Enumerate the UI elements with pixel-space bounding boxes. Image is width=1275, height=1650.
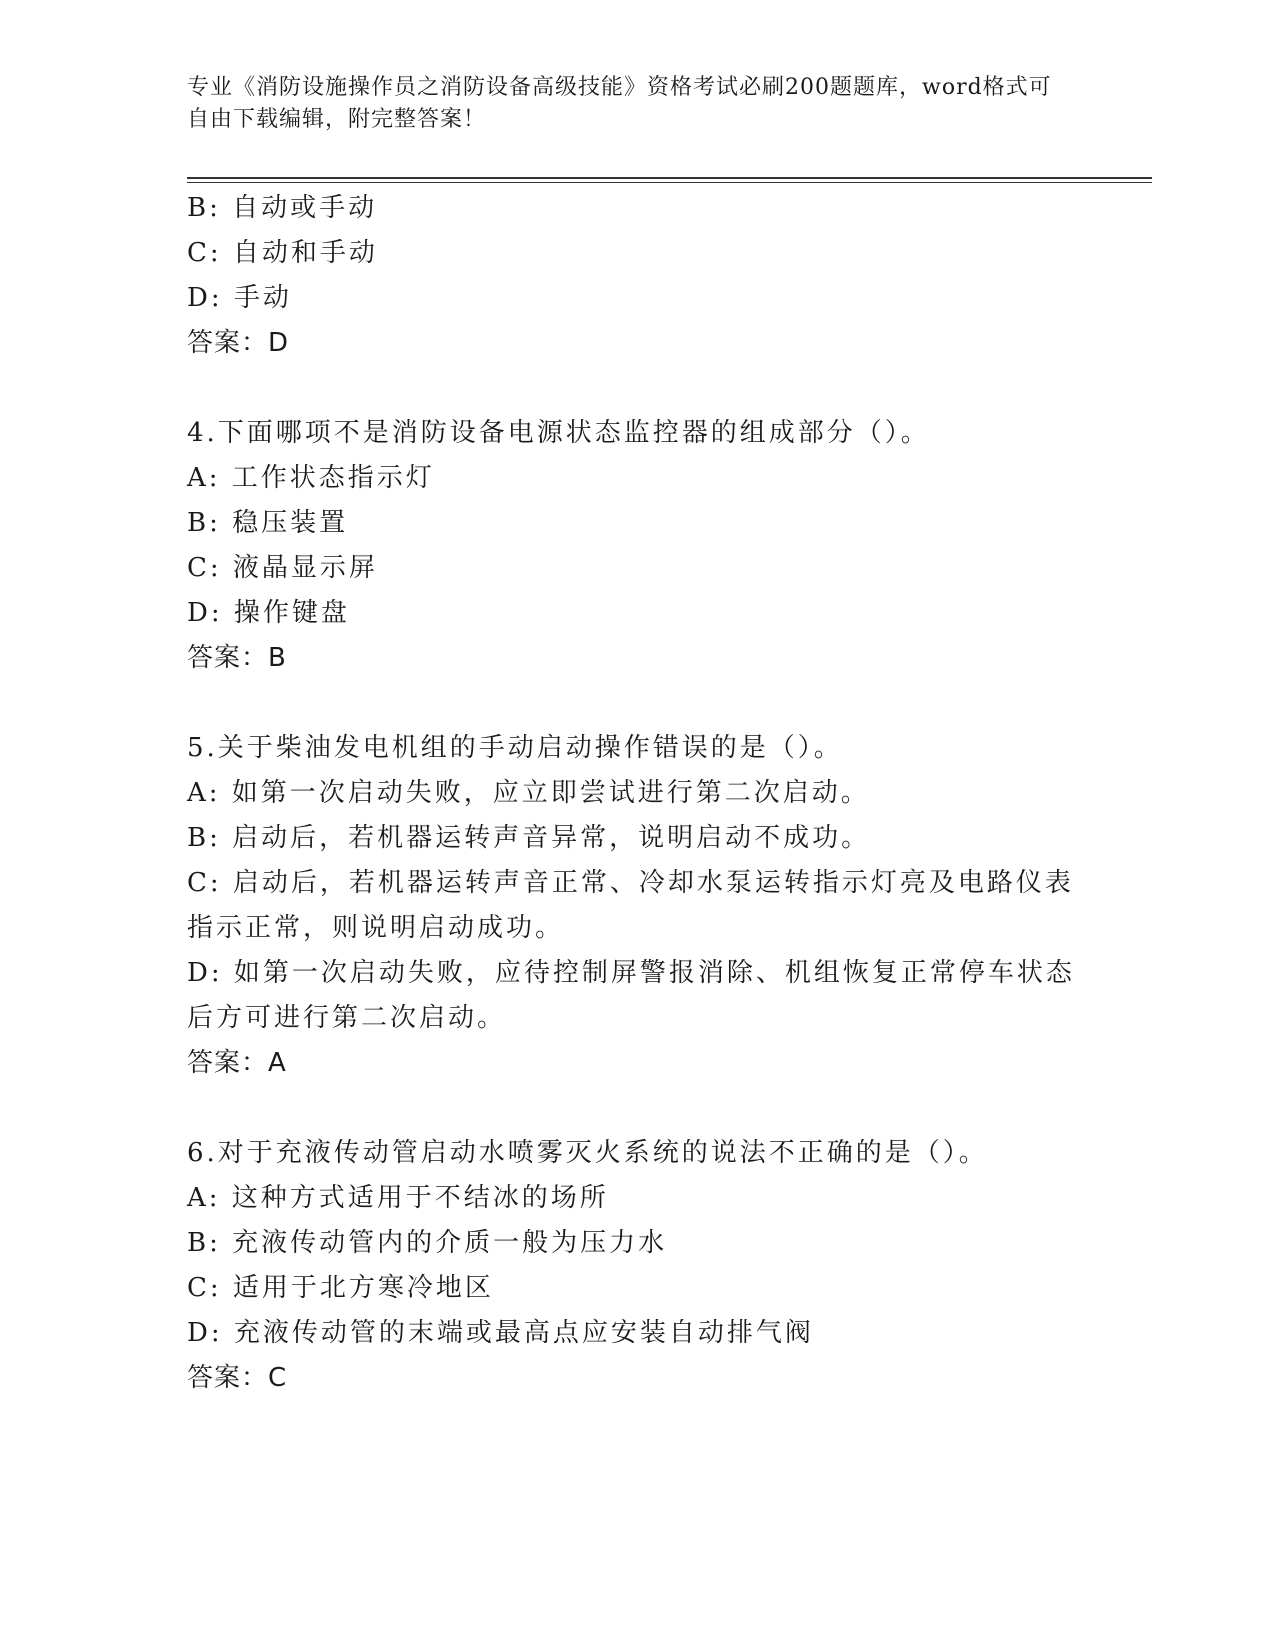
option-c: C: 自动和手动 (187, 238, 378, 268)
spacer (187, 1086, 1087, 1131)
question-text: 5.关于柴油发电机组的手动启动操作错误的是（）。 (187, 733, 843, 763)
option-c: C: 适用于北方寒冷地区 (187, 1273, 494, 1303)
answer: 答案：C (187, 1363, 288, 1393)
spacer (187, 366, 1087, 411)
answer: 答案：B (187, 643, 287, 673)
option-d: D: 如第一次启动失败，应待控制屏警报消除、机组恢复正常停车状态后方可进行第二次启动。 (187, 958, 1075, 1033)
question-3 (187, 186, 1087, 366)
option-a: A: 如第一次启动失败，应立即尝试进行第二次启动。 (187, 778, 870, 808)
option-c: C: 启动后，若机器运转声音正常、冷却水泵运转指示灯亮及电路仪表指示正常，则说明启动成功。 (187, 868, 1074, 943)
header-divider-thin (187, 182, 1152, 183)
option-a: A: 这种方式适用于不结冰的场所 (187, 1183, 609, 1213)
answer: 答案：A (187, 1048, 287, 1078)
option-d: D: 操作键盘 (187, 598, 350, 628)
question-text: 6.对于充液传动管启动水喷雾灭火系统的说法不正确的是（）。 (187, 1138, 988, 1168)
option-b: B: 自动或手动 (187, 193, 378, 223)
option-b: B: 稳压装置 (187, 508, 349, 538)
option-d: D: 手动 (187, 283, 292, 313)
question-6 (187, 1131, 1087, 1401)
option-d: D: 充液传动管的末端或最高点应安装自动排气阀 (187, 1318, 814, 1348)
spacer (187, 681, 1087, 726)
option-b: B: 启动后，若机器运转声音异常，说明启动不成功。 (187, 823, 871, 853)
header-divider-thick (187, 177, 1152, 179)
question-4 (187, 411, 1087, 681)
answer: 答案：D (187, 328, 290, 358)
option-c: C: 液晶显示屏 (187, 553, 378, 583)
question-5 (187, 726, 1087, 1086)
question-list (187, 186, 1087, 1401)
document-header: 专业《消防设施操作员之消防设备高级技能》资格考试必刷200题题库，word格式可自由下载编辑，附完整答案！ (187, 75, 1052, 132)
option-a: A: 工作状态指示灯 (187, 463, 435, 493)
option-b: B: 充液传动管内的介质一般为压力水 (187, 1228, 668, 1258)
question-text: 4.下面哪项不是消防设备电源状态监控器的组成部分（）。 (187, 418, 930, 448)
